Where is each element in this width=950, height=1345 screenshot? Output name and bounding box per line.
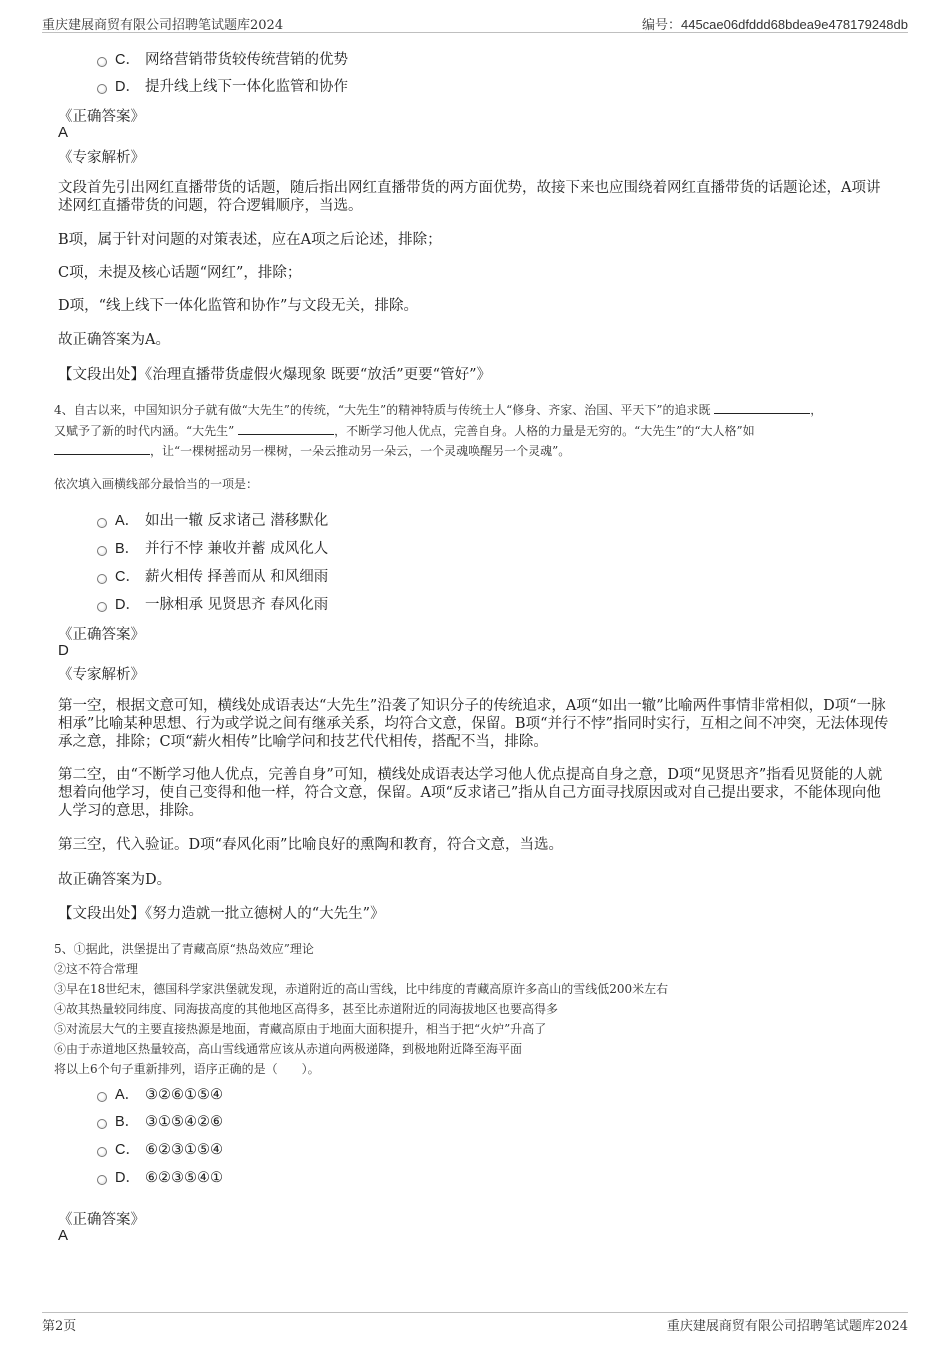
header-title: 重庆建展商贸有限公司招聘笔试题库2024: [42, 18, 284, 33]
q3-source: 【文段出处】《治理直播带货虚假火爆现象 既要“放活”更要“管好”》: [58, 367, 492, 383]
q4-answer: D: [58, 642, 69, 659]
q5-option-d[interactable]: D． ⑥②③⑤④①: [97, 1166, 223, 1187]
q5-answer: A: [58, 1227, 69, 1244]
q3-analysis-label: 《专家解析》: [58, 150, 145, 166]
q4-analysis-para: 第三空，代入验证。D项“春风化雨”比喻良好的熏陶和教育，符合文意，当选。: [58, 837, 563, 853]
radio-icon[interactable]: [97, 1092, 107, 1102]
q5-option-a[interactable]: A． ③②⑥①⑤④: [97, 1083, 223, 1104]
q4-option-a[interactable]: A． 如出一辙 反求诸己 潜移默化: [97, 509, 328, 530]
radio-icon[interactable]: [97, 57, 107, 67]
fill-blank: [714, 402, 810, 414]
q4-answer-label: 《正确答案》: [58, 627, 145, 643]
q4-prompt: 依次填入画横线部分最恰当的一项是：: [54, 477, 259, 491]
q5-option-c[interactable]: C． ⑥②③①⑤④: [97, 1138, 223, 1159]
page-footer: [42, 1312, 908, 1333]
q4-option-b[interactable]: B． 并行不悖 兼收并蓄 成风化人: [97, 537, 328, 558]
fill-blank: [238, 423, 334, 435]
q5-line: ⑥由于赤道地区热量较高，高山雪线通常应该从赤道向两极递降，到极地附近降至海平面: [54, 1042, 523, 1056]
q5-option-b[interactable]: B． ③①⑤④②⑥: [97, 1110, 223, 1131]
q3-analysis-para: B项，属于针对问题的对策表述，应在A项之后论述，排除；: [58, 232, 442, 248]
radio-icon[interactable]: [97, 518, 107, 528]
page-header: [42, 10, 908, 33]
q3-analysis-para: 文段首先引出网红直播带货的话题，随后指出网红直播带货的两方面优势，故接下来也应围绕着网红直播带货的话题论述，A项讲述网红直播带货的问题，符合逻辑顺序，当选。: [58, 180, 881, 214]
q4-analysis-para: 第一空，根据文意可知，横线处成语表达“大先生”沿袭了知识分子的传统追求，A项“如出一辙”比喻两件事情非常相似，D项“一脉相承”比喻某种思想、行为或学说之间有继承关系，均符合文意，保留。B项“并行不悖”指同时实行，互相之间不冲突，无法体现传承之意，排除；C项“薪火相传”比喻学问和技艺代代相传，搭配不当，排除。: [58, 698, 889, 750]
q3-analysis-para: 故正确答案为A。: [58, 332, 170, 348]
q4-analysis-label: 《专家解析》: [58, 667, 145, 683]
radio-icon[interactable]: [97, 1147, 107, 1157]
radio-icon[interactable]: [97, 84, 107, 94]
document-id: 编号：445cae06dfddd68bdea9e478179248db: [641, 17, 908, 32]
radio-icon[interactable]: [97, 546, 107, 556]
radio-icon[interactable]: [97, 574, 107, 584]
q4-stem-line: ，让“一棵树摇动另一棵树，一朵云推动另一朵云，一个灵魂唤醒另一个灵魂”。: [54, 442, 570, 459]
q4-stem-line: 又赋予了新的时代内涵。“大先生” ，不断学习他人优点，完善自身。人格的力量是无穷的。“大先生”的“大人格”如: [54, 424, 755, 438]
q4-source: 【文段出处】《努力造就一批立德树人的“大先生”》: [58, 906, 385, 922]
q4-option-d[interactable]: D． 一脉相承 见贤思齐 春风化雨: [97, 593, 328, 614]
q3-option-d[interactable]: D． 提升线上线下一体化监管和协作: [97, 75, 348, 96]
q4-stem-line: 4、自古以来，中国知识分子就有做“大先生”的传统，“大先生”的精神特质与传统士人“修身、齐家、治国、平天下”的追求既 ，: [54, 403, 823, 417]
radio-icon[interactable]: [97, 1119, 107, 1129]
q5-line: 5、①据此，洪堡提出了青藏高原“热岛效应”理论: [54, 942, 314, 956]
q5-line: ⑤对流层大气的主要直接热源是地面，青藏高原由于地面大面积提升，相当于把“火炉”升高了: [54, 1022, 547, 1036]
q4-analysis-para: 故正确答案为D。: [58, 872, 172, 888]
page-number: 第2页: [42, 1319, 77, 1334]
footer-title: 重庆建展商贸有限公司招聘笔试题库2024: [666, 1319, 908, 1334]
q4-analysis-para: 第二空，由“不断学习他人优点，完善自身”可知，横线处成语表达学习他人优点提高自身之意，D项“见贤思齐”指看见贤能的人就想着向他学习，使自己变得和他一样，符合文意，保留。A项“反求诸己”指从自己方面寻找原因或对自己提出要求，不能体现向他人学习的意思，排除。: [58, 767, 883, 819]
q3-answer: A: [58, 124, 69, 141]
q4-option-c[interactable]: C． 薪火相传 择善而从 和风细雨: [97, 565, 328, 586]
q3-analysis-para: D项，“线上线下一体化监管和协作”与文段无关，排除。: [58, 298, 418, 314]
radio-icon[interactable]: [97, 602, 107, 612]
q5-line: ③早在18世纪末，德国科学家洪堡就发现，赤道附近的高山雪线，比中纬度的青藏高原许多高山的雪线低200米左右: [54, 982, 669, 996]
q3-analysis-para: C项，未提及核心话题“网红”，排除；: [58, 265, 302, 281]
fill-blank: [54, 443, 150, 455]
q5-prompt: 将以上6个句子重新排列，语序正确的是（ ）。: [54, 1062, 320, 1076]
q5-line: ④故其热量较同纬度、同海拔高度的其他地区高得多，甚至比赤道附近的同海拔地区也要高得多: [54, 1002, 559, 1016]
radio-icon[interactable]: [97, 1175, 107, 1185]
q3-option-c[interactable]: C． 网络营销带货较传统营销的优势: [97, 48, 348, 69]
q5-answer-label: 《正确答案》: [58, 1212, 145, 1228]
q3-answer-label: 《正确答案》: [58, 109, 145, 125]
q5-line: ②这不符合常理: [54, 962, 139, 976]
